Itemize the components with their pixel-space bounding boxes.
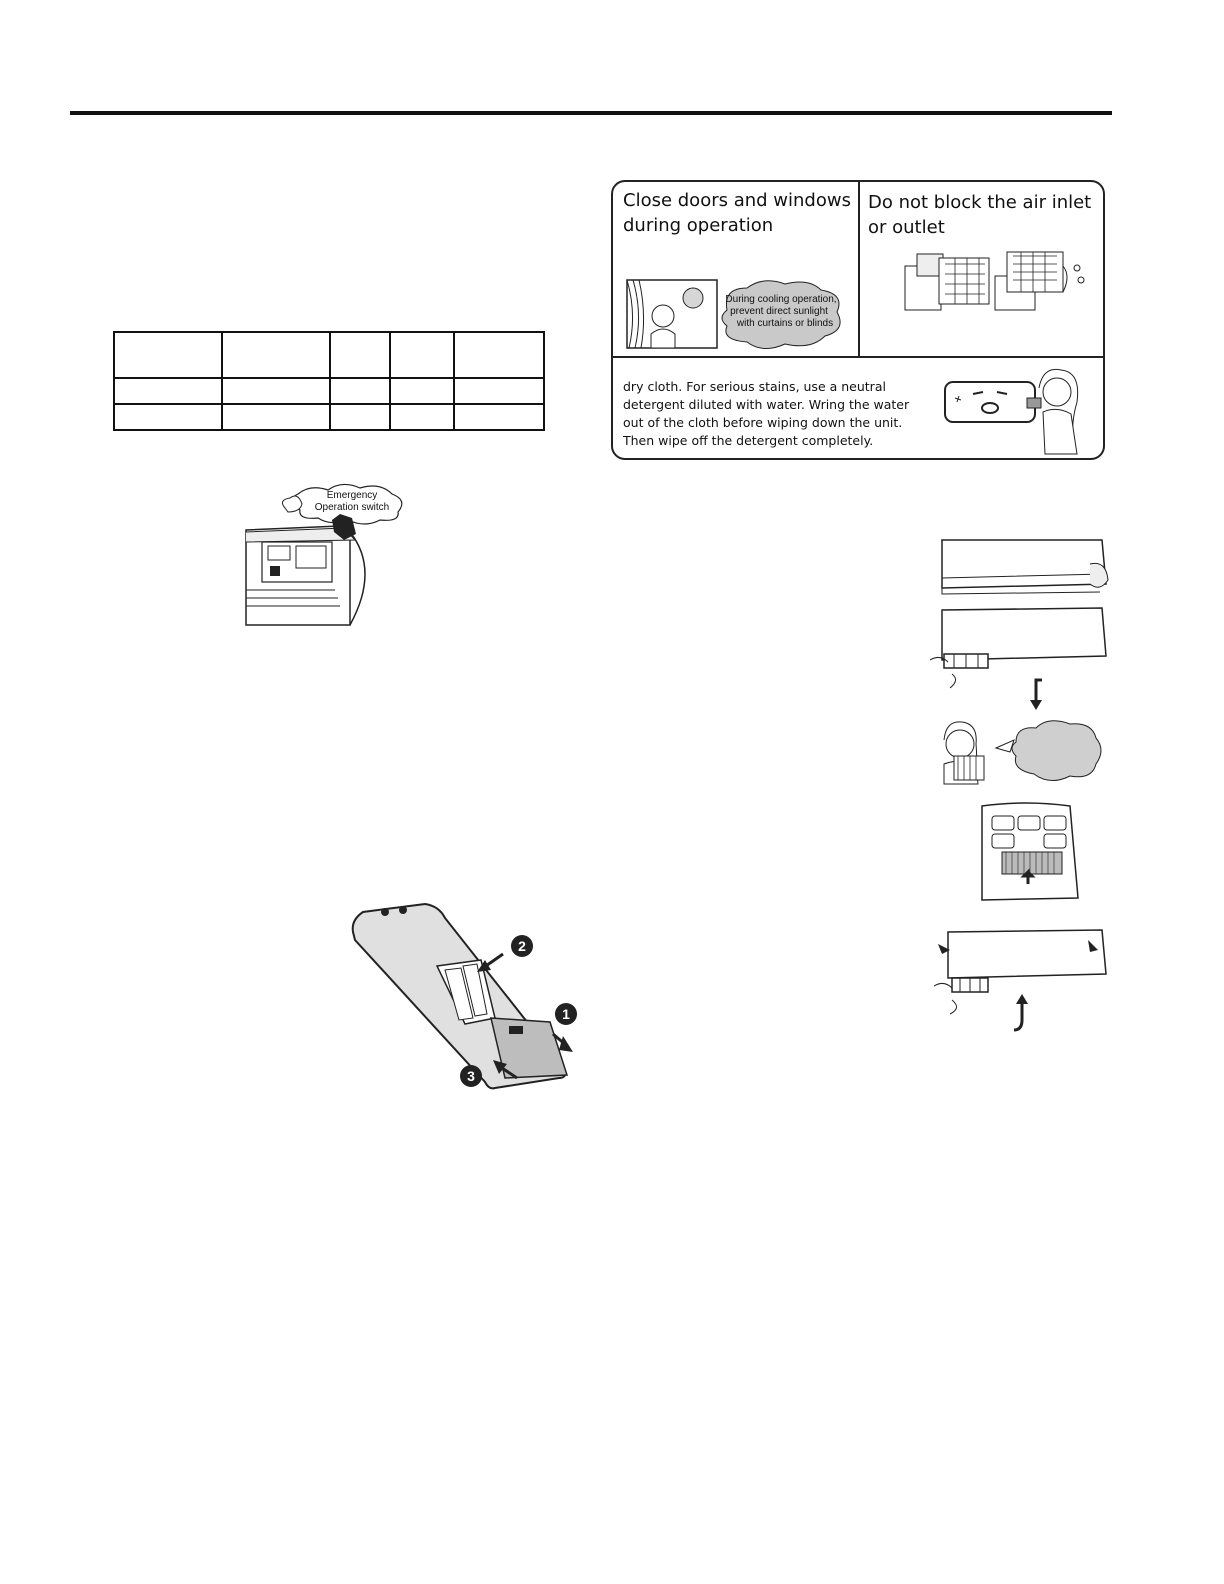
emergency-callout-line2: Operation switch — [314, 502, 390, 513]
tips-box — [611, 180, 1105, 460]
tip-no-block: Do not block the air inlet or outlet — [868, 192, 1092, 238]
table-cell — [454, 404, 544, 430]
blocked-inlet-illustration — [895, 246, 1095, 316]
sunlight-callout-line1: During cooling operation, — [725, 294, 837, 305]
emergency-callout-line1: Emergency — [326, 490, 378, 501]
table-cell — [390, 332, 454, 378]
table-cell — [454, 378, 544, 404]
table-cell — [114, 332, 222, 378]
wiping-unit-illustration — [943, 362, 1103, 456]
spec-table — [113, 331, 545, 431]
step-3-label: 3 — [467, 1068, 475, 1084]
table-cell — [330, 332, 390, 378]
table-cell — [222, 378, 330, 404]
sunlight-callout-line3: with curtains or blinds — [736, 318, 834, 329]
emergency-switch-illustration — [240, 480, 410, 630]
remote-battery-illustration — [345, 900, 585, 1095]
table-cell — [330, 404, 390, 430]
tip-cleaning-text: dry cloth. For serious stains, use a neutral detergent diluted with water. Wring the water out of the cloth before wiping down the unit. Then wipe off the detergent completely. — [623, 379, 910, 448]
table-cell — [390, 404, 454, 430]
curtain-window-illustration — [623, 274, 855, 354]
tips-horizontal-divider — [613, 356, 1103, 358]
step-2-label: 2 — [518, 938, 526, 954]
step-1-label: 1 — [562, 1006, 570, 1022]
table-cell — [114, 404, 222, 430]
table-cell — [390, 378, 454, 404]
tips-vertical-divider — [858, 182, 860, 356]
table-cell — [222, 332, 330, 378]
table-cell — [454, 332, 544, 378]
filter-cleaning-illustrations — [930, 530, 1115, 1100]
sunlight-callout-line2: prevent direct sunlight — [730, 306, 828, 317]
tip-close-doors: Close doors and windows during operation — [623, 190, 851, 236]
table-cell — [330, 378, 390, 404]
top-rule — [70, 111, 1112, 115]
table-cell — [114, 378, 222, 404]
table-cell — [222, 404, 330, 430]
